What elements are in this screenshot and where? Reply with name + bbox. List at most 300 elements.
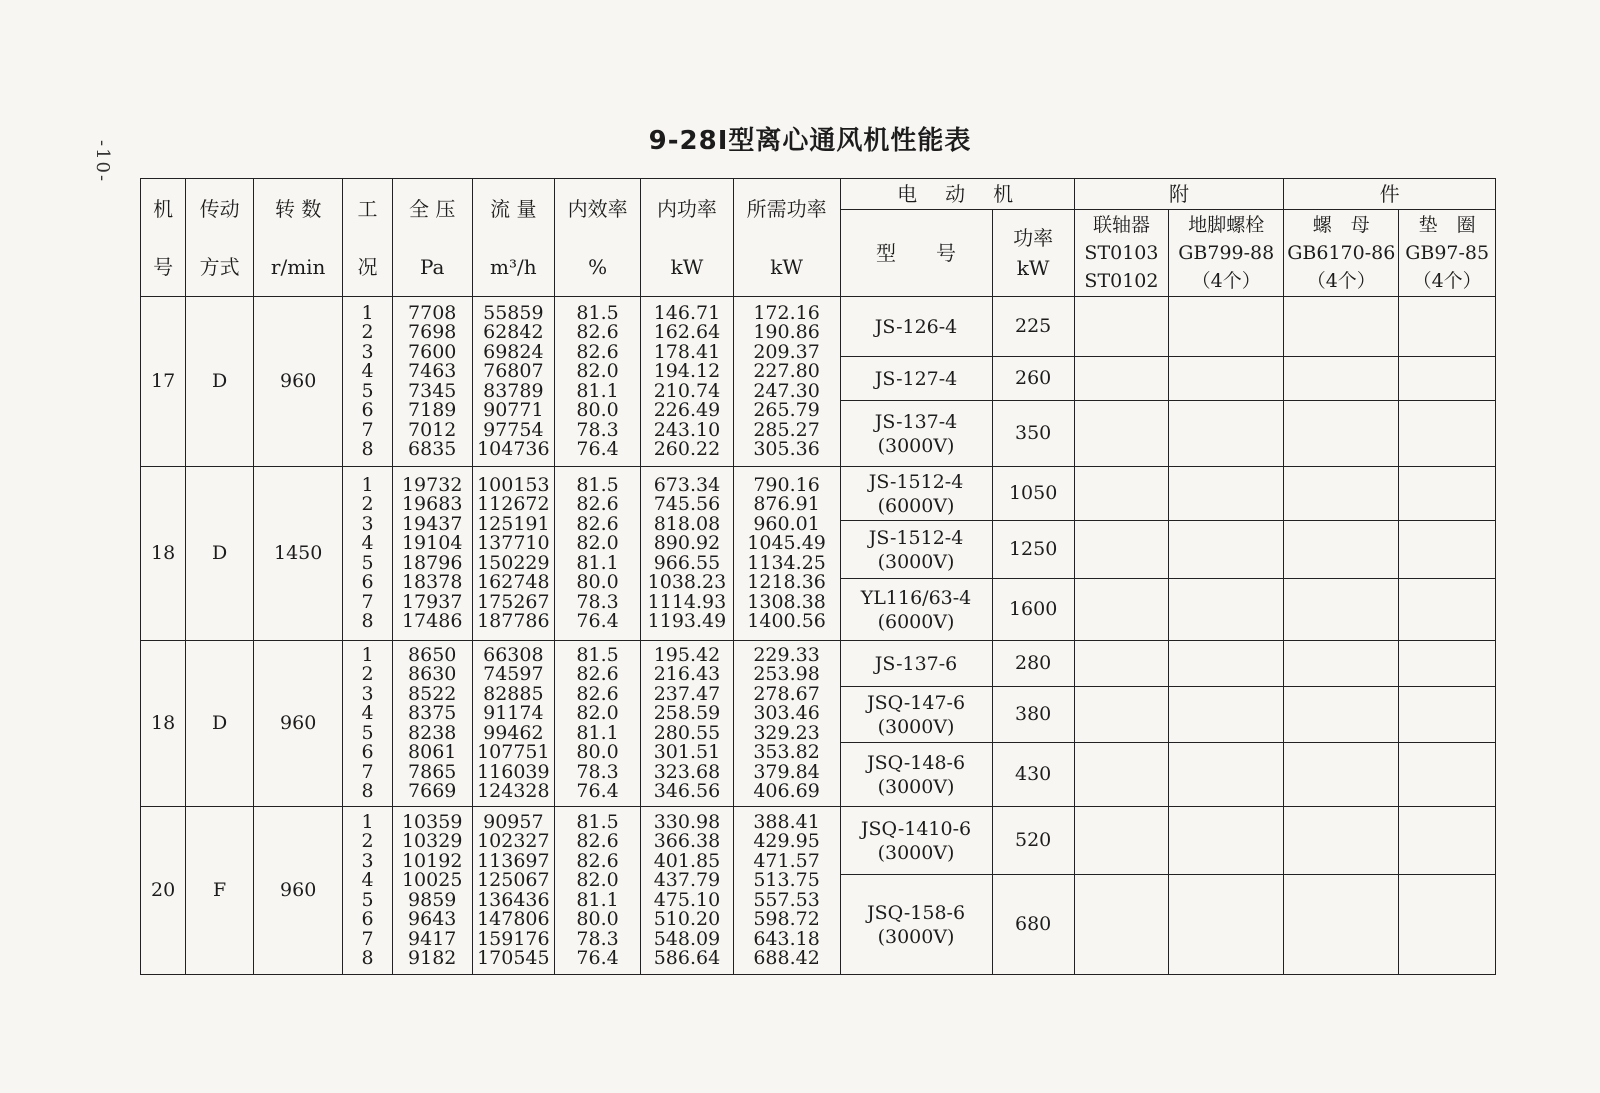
pressure-value: 19104 [401,532,463,554]
efficiency-value: 80.0 [576,571,619,593]
efficiency-cell [554,467,640,641]
drive-cell: D [186,467,254,641]
conditions-value: 2 [361,663,374,685]
flow-value: 90957 [483,810,544,833]
internal-power-value: 194.12 [653,360,721,382]
efficiency-value: 76.4 [576,780,619,802]
machine-no-cell: 20 [141,807,186,975]
conditions-value: 1 [361,473,374,496]
pressure-value: 7865 [408,760,457,783]
efficiency-value: 76.4 [576,610,619,632]
pressure-value: 10329 [401,830,463,852]
required-power-value: 278.67 [753,682,820,705]
internal-power-value: 195.42 [653,643,721,666]
required-power-value: 1400.56 [747,610,826,632]
efficiency-value: 78.3 [576,760,619,783]
page-number: -10- [92,140,113,184]
internal-power-value: 280.55 [653,721,721,744]
efficiency-cell [554,641,640,807]
pressure-value: 18796 [401,551,463,574]
internal-power-value: 323.68 [653,760,721,783]
drive-cell: D [186,641,254,807]
required-power-value: 329.23 [753,721,820,744]
speed-cell: 960 [253,641,342,807]
accessory-blank-cell [1284,875,1399,975]
efficiency-value: 82.6 [576,830,619,852]
conditions-value: 6 [361,741,374,763]
internal-power-value: 1193.49 [647,610,727,632]
motor-power-cell: 380 [992,687,1074,743]
required-power-value: 209.37 [753,340,820,363]
flow-value: 136436 [477,888,550,911]
pressure-cell [392,467,472,641]
flow-value: 150229 [477,551,550,574]
motor-power-cell: 1600 [992,579,1074,641]
header-washer: 垫 圈 GB97-85 （4个） [1399,210,1496,297]
internal-power-value: 178.41 [653,340,721,363]
conditions-value: 4 [361,532,374,554]
required-power-cell [733,297,840,467]
accessory-blank-cell [1169,875,1284,975]
motor-power-cell: 1250 [992,521,1074,579]
internal-power-value: 890.92 [653,532,721,554]
header-nut: 螺 母 GB6170-86 （4个） [1284,210,1399,297]
efficiency-value: 81.1 [576,721,619,744]
internal-power-cell [641,467,733,641]
motor-voltage: (6000V) [877,610,955,633]
header-flow: 流 量 m³/h [472,179,554,297]
motor-model-cell [840,521,992,579]
pressure-cell [392,807,472,975]
accessory-blank-cell [1074,521,1169,579]
pressure-value: 7669 [408,780,457,802]
accessory-blank-cell [1074,807,1169,875]
header-condition: 工 况 [343,179,392,297]
required-power-value: 227.80 [753,360,820,382]
flow-value: 69824 [483,340,544,363]
accessory-blank-cell [1399,467,1496,521]
accessory-blank-cell [1074,297,1169,357]
internal-power-value: 346.56 [653,780,721,802]
required-power-value: 1308.38 [747,590,826,613]
required-power-value: 790.16 [753,473,820,496]
accessory-blank-cell [1169,641,1284,687]
pressure-value: 19683 [401,493,463,515]
accessory-blank-cell [1074,687,1169,743]
pressure-value: 9182 [408,947,457,969]
header-anchor-bolt: 地脚螺栓 GB799-88 （4个） [1169,210,1284,297]
required-power-value: 388.41 [753,810,820,833]
conditions-value: 3 [361,682,374,705]
motor-power-cell: 280 [992,641,1074,687]
pressure-value: 17937 [401,590,463,613]
motor-voltage: (3000V) [877,550,955,573]
efficiency-value: 82.6 [576,663,619,685]
efficiency-value: 82.0 [576,360,619,382]
pressure-value: 7012 [408,418,457,441]
conditions-cell [343,641,392,807]
group-row [141,807,1496,875]
conditions-value: 7 [361,927,374,950]
accessory-blank-cell [1169,687,1284,743]
conditions-value: 6 [361,399,374,421]
accessory-blank-cell [1399,297,1496,357]
motor-power-cell: 225 [992,297,1074,357]
motor-voltage: (6000V) [877,494,955,517]
conditions-value: 3 [361,512,374,535]
motor-model-cell [840,687,992,743]
conditions-value: 1 [361,810,374,833]
group-row [141,297,1496,357]
header-internal-efficiency: 内效率 % [554,179,640,297]
accessory-blank-cell [1169,743,1284,807]
motor-model-cell [840,401,992,467]
internal-power-value: 548.09 [653,927,721,950]
conditions-value: 4 [361,702,374,724]
motor-model: JS-1512-4 [868,526,964,549]
internal-power-value: 586.64 [653,947,721,969]
required-power-value: 960.01 [753,512,820,535]
conditions-cell [343,297,392,467]
pressure-value: 8061 [408,741,457,763]
motor-power-cell: 680 [992,875,1074,975]
flow-value: 62842 [483,321,544,343]
internal-power-value: 260.22 [653,438,721,460]
motor-model-cell [840,743,992,807]
required-power-value: 513.75 [753,869,820,891]
accessory-blank-cell [1169,401,1284,467]
header-accessories-right: 件 [1284,179,1496,210]
internal-power-value: 510.20 [653,908,721,930]
efficiency-value: 82.6 [576,321,619,343]
required-power-value: 429.95 [753,830,820,852]
required-power-value: 643.18 [753,927,820,950]
header-coupling: 联轴器 ST0103 ST0102 [1074,210,1169,297]
motor-model-cell [840,807,992,875]
internal-power-value: 475.10 [653,888,721,911]
flow-value: 159176 [477,927,550,950]
header-machine-no: 机 号 [141,179,186,297]
internal-power-value: 216.43 [653,663,721,685]
header-motor: 电 动 机 [840,179,1074,210]
accessory-blank-cell [1399,641,1496,687]
flow-value: 90771 [483,399,544,421]
efficiency-cell [554,297,640,467]
required-power-value: 229.33 [753,643,820,666]
conditions-value: 7 [361,590,374,613]
required-power-value: 353.82 [753,741,820,763]
flow-value: 102327 [477,830,550,852]
efficiency-value: 82.0 [576,869,619,891]
efficiency-value: 78.3 [576,590,619,613]
accessory-blank-cell [1399,357,1496,401]
accessory-blank-cell [1399,807,1496,875]
accessory-blank-cell [1284,357,1399,401]
efficiency-value: 82.6 [576,493,619,515]
internal-power-cell [641,641,733,807]
required-power-value: 190.86 [753,321,820,343]
conditions-value: 2 [361,830,374,852]
motor-model-cell [840,467,992,521]
pressure-value: 9643 [408,908,457,930]
conditions-cell [343,807,392,975]
pressure-value: 17486 [401,610,463,632]
pressure-value: 18378 [401,571,463,593]
conditions-value: 2 [361,493,374,515]
accessory-blank-cell [1074,875,1169,975]
conditions-value: 5 [361,888,374,911]
accessory-blank-cell [1074,467,1169,521]
accessory-blank-cell [1399,743,1496,807]
required-power-cell [733,467,840,641]
accessory-blank-cell [1284,687,1399,743]
conditions-value: 3 [361,849,374,872]
accessory-blank-cell [1399,521,1496,579]
flow-value: 170545 [477,947,550,969]
internal-power-value: 146.71 [653,301,721,324]
pressure-value: 10025 [401,869,463,891]
pressure-value: 6835 [408,438,457,460]
machine-no-cell: 18 [141,641,186,807]
pressure-value: 7600 [408,340,457,363]
required-power-value: 379.84 [753,760,820,783]
accessory-blank-cell [1399,687,1496,743]
efficiency-value: 78.3 [576,418,619,441]
efficiency-value: 80.0 [576,399,619,421]
motor-voltage: (3000V) [877,434,955,457]
header-total-pressure: 全 压 Pa [392,179,472,297]
conditions-value: 4 [361,869,374,891]
accessory-blank-cell [1284,297,1399,357]
internal-power-value: 237.47 [653,682,721,705]
motor-model-cell [840,297,992,357]
motor-model-cell [840,357,992,401]
performance-table-body [141,297,1496,975]
pressure-value: 9417 [408,927,457,950]
conditions-value: 7 [361,760,374,783]
accessory-blank-cell [1169,579,1284,641]
motor-power-cell: 350 [992,401,1074,467]
conditions-value: 2 [361,321,374,343]
required-power-value: 1218.36 [747,571,826,593]
pressure-value: 7345 [408,379,457,402]
motor-model: JSQ-148-6 [866,751,966,774]
accessory-blank-cell [1169,467,1284,521]
motor-voltage: (3000V) [877,715,955,738]
pressure-value: 7708 [408,301,457,324]
speed-cell: 1450 [253,467,342,641]
motor-model: JS-1512-4 [868,470,964,493]
conditions-value: 3 [361,340,374,363]
internal-power-value: 437.79 [653,869,721,891]
pressure-value: 19732 [401,473,463,496]
internal-power-value: 818.08 [653,512,721,535]
internal-power-cell [641,297,733,467]
pressure-value: 8238 [408,721,457,744]
internal-power-value: 258.59 [653,702,721,724]
accessory-blank-cell [1284,807,1399,875]
accessory-blank-cell [1399,579,1496,641]
efficiency-value: 81.1 [576,551,619,574]
drive-cell: D [186,297,254,467]
flow-value: 91174 [483,702,544,724]
efficiency-value: 80.0 [576,908,619,930]
required-power-value: 305.36 [753,438,820,460]
speed-cell: 960 [253,807,342,975]
internal-power-value: 301.51 [653,741,721,763]
pressure-value: 7698 [408,321,457,343]
motor-power-cell: 260 [992,357,1074,401]
pressure-cell [392,641,472,807]
pressure-value: 7463 [408,360,457,382]
conditions-cell [343,467,392,641]
motor-model-cell [840,641,992,687]
efficiency-value: 76.4 [576,947,619,969]
machine-no-cell: 17 [141,297,186,467]
flow-value: 124328 [477,780,550,802]
group-row [141,641,1496,687]
efficiency-cell [554,807,640,975]
conditions-value: 8 [361,947,374,969]
required-power-value: 265.79 [753,399,820,421]
motor-model: JSQ-158-6 [866,901,966,924]
pressure-value: 8375 [408,702,457,724]
conditions-value: 5 [361,379,374,402]
flow-value: 147806 [477,908,550,930]
machine-no-cell: 18 [141,467,186,641]
internal-power-value: 226.49 [653,399,721,421]
flow-value: 97754 [483,418,544,441]
motor-voltage: (3000V) [877,925,955,948]
required-power-value: 406.69 [753,780,820,802]
conditions-value: 4 [361,360,374,382]
required-power-value: 1045.49 [747,532,826,554]
accessory-blank-cell [1284,743,1399,807]
flow-value: 66308 [483,643,544,666]
motor-model-cell [840,579,992,641]
flow-value: 74597 [483,663,544,685]
header-internal-power: 内功率 kW [641,179,733,297]
conditions-value: 6 [361,908,374,930]
header-motor-power: 功率 kW [992,210,1074,297]
internal-power-value: 243.10 [653,418,721,441]
accessory-blank-cell [1284,521,1399,579]
accessory-blank-cell [1074,357,1169,401]
drive-cell: F [186,807,254,975]
internal-power-value: 162.64 [653,321,721,343]
header-required-power: 所需功率 kW [733,179,840,297]
conditions-value: 5 [361,721,374,744]
required-power-value: 172.16 [753,301,820,324]
efficiency-value: 82.6 [576,849,619,872]
motor-power-cell: 520 [992,807,1074,875]
internal-power-value: 673.34 [653,473,721,496]
performance-table [140,178,1496,975]
efficiency-value: 82.6 [576,682,619,705]
flow-value: 125191 [477,512,550,535]
internal-power-value: 330.98 [653,810,721,833]
pressure-value: 8630 [408,663,457,685]
flow-value: 55859 [483,301,544,324]
motor-model: JSQ-1410-6 [860,817,972,840]
flow-value: 175267 [477,590,550,613]
flow-value: 137710 [477,532,550,554]
flow-value: 187786 [477,610,550,632]
pressure-value: 9859 [408,888,457,911]
flow-value: 99462 [483,721,544,744]
required-power-cell [733,641,840,807]
efficiency-value: 82.0 [576,532,619,554]
required-power-value: 1134.25 [747,551,826,574]
page-title: 9-28Ⅰ型离心通风机性能表 [648,126,972,156]
flow-value: 76807 [483,360,544,382]
flow-value: 107751 [477,741,550,763]
flow-value: 104736 [477,438,550,460]
group-row [141,467,1496,521]
pressure-cell [392,297,472,467]
conditions-value: 1 [361,643,374,666]
efficiency-value: 76.4 [576,438,619,460]
motor-model: JS-137-6 [874,652,958,675]
internal-power-value: 966.55 [653,551,721,574]
flow-value: 162748 [477,571,550,593]
internal-power-value: 745.56 [653,493,721,515]
efficiency-value: 80.0 [576,741,619,763]
pressure-value: 8522 [408,682,457,705]
flow-cell [472,641,554,807]
internal-power-value: 366.38 [653,830,721,852]
motor-power-cell: 430 [992,743,1074,807]
accessory-blank-cell [1074,743,1169,807]
efficiency-value: 81.5 [576,473,619,496]
required-power-cell [733,807,840,975]
efficiency-value: 81.5 [576,643,619,666]
efficiency-value: 81.5 [576,301,619,324]
header-accessories-left: 附 [1074,179,1284,210]
internal-power-value: 210.74 [653,379,721,402]
motor-model-cell [840,875,992,975]
accessory-blank-cell [1284,641,1399,687]
required-power-value: 557.53 [753,888,820,911]
required-power-value: 247.30 [753,379,820,402]
conditions-value: 7 [361,418,374,441]
flow-value: 125067 [477,869,550,891]
required-power-value: 471.57 [753,849,820,872]
motor-model: JS-137-4 [874,410,958,433]
accessory-blank-cell [1074,641,1169,687]
conditions-value: 8 [361,438,374,460]
accessory-blank-cell [1169,357,1284,401]
motor-voltage: (3000V) [877,775,955,798]
header-drive: 传动 方式 [186,179,254,297]
pressure-value: 10359 [401,810,463,833]
flow-value: 112672 [477,493,550,515]
internal-power-cell [641,807,733,975]
pressure-value: 19437 [401,512,463,535]
efficiency-value: 82.0 [576,702,619,724]
motor-model: YL116/63-4 [860,586,972,609]
pressure-value: 8650 [408,643,457,666]
motor-model: JSQ-147-6 [866,691,966,714]
pressure-value: 7189 [408,399,457,421]
internal-power-value: 1038.23 [647,571,727,593]
required-power-value: 598.72 [753,908,820,930]
accessory-blank-cell [1074,401,1169,467]
accessory-blank-cell [1169,521,1284,579]
required-power-value: 285.27 [753,418,820,441]
accessory-blank-cell [1399,875,1496,975]
flow-cell [472,807,554,975]
